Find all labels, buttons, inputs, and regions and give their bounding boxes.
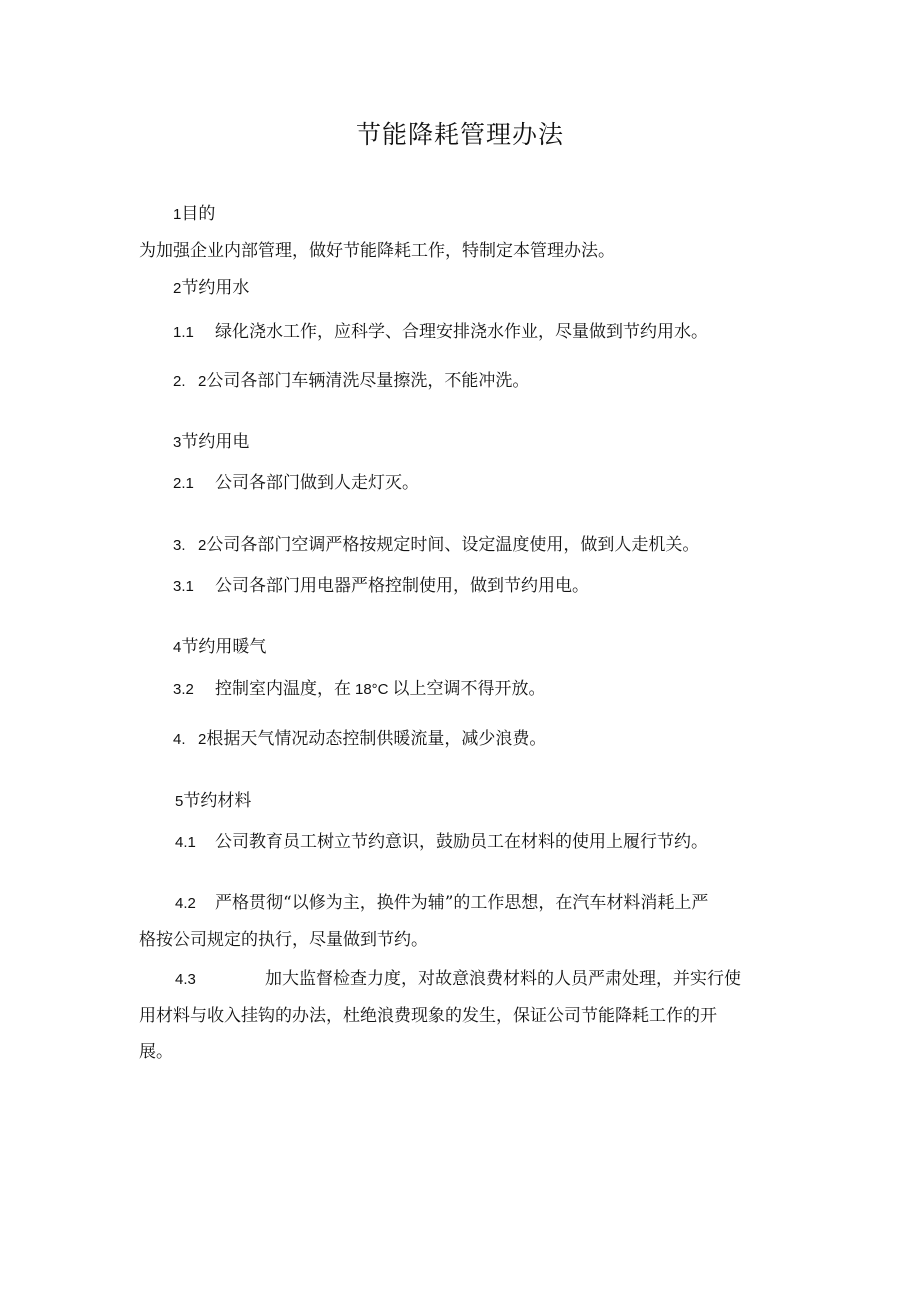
section-heading-text: 节约材料 — [183, 791, 252, 811]
temperature-value: 18°C — [355, 681, 389, 698]
clause-number: 1.1 — [173, 324, 194, 341]
clause-materials-2-line2: 格按公司规定的执行，尽量做到节约。 — [139, 930, 428, 950]
clause-number: 2. 2 — [173, 373, 207, 390]
clause-water-2 — [173, 370, 529, 393]
clause-number: 4. 2 — [173, 731, 207, 748]
clause-number: 3. 2 — [173, 537, 207, 554]
section-heading-text: 节约用水 — [181, 278, 250, 298]
clause-materials-3-line1 — [175, 968, 741, 991]
section-heading-water — [173, 277, 249, 300]
clause-electricity-3 — [173, 575, 589, 598]
clause-number: 3.2 — [173, 681, 194, 698]
clause-text: 公司各部门做到人走灯灭。 — [215, 473, 419, 493]
clause-text: 严格贯彻“以修为主，换件为辅”的工作思想，在汽车材料消耗上严 — [215, 893, 709, 913]
clause-text: 以上空调不得开放。 — [392, 679, 546, 699]
clause-water-1 — [173, 321, 708, 344]
clause-text: 公司教育员工树立节约意识，鼓励员工在材料的使用上履行节约。 — [215, 832, 708, 852]
clause-number: 4.3 — [175, 971, 196, 988]
section-number: 1 — [173, 206, 182, 223]
section-heading-electricity — [173, 431, 249, 454]
section-heading-text: 节约用暖气 — [181, 637, 267, 657]
section-heading-materials — [175, 790, 251, 813]
clause-number: 3.1 — [173, 578, 194, 595]
clause-text: 根据天气情况动态控制供暖流量，减少浪费。 — [206, 729, 547, 749]
clause-text: 加大监督检查力度，对故意浪费材料的人员严肃处理，并实行使 — [265, 969, 741, 989]
clause-electricity-1 — [173, 472, 419, 495]
clause-number: 2.1 — [173, 475, 194, 492]
section-heading-text: 节约用电 — [181, 432, 250, 452]
section-heading-purpose — [173, 203, 215, 226]
clause-electricity-2 — [173, 534, 699, 557]
clause-number: 4.2 — [175, 895, 196, 912]
section-number: 3 — [173, 434, 182, 451]
clause-text: 控制室内温度，在 — [215, 679, 351, 699]
clause-heating-1 — [173, 678, 546, 701]
section-number: 5 — [175, 793, 184, 810]
clause-text: 公司各部门车辆清洗尽量擦洗，不能冲洗。 — [206, 371, 530, 391]
document-title: 节能降耗管理办法 — [355, 120, 564, 149]
clause-heating-2 — [173, 728, 546, 751]
clause-text: 公司各部门用电器严格控制使用，做到节约用电。 — [215, 576, 589, 596]
section-number: 2 — [173, 280, 182, 297]
clause-number: 4.1 — [175, 834, 196, 851]
clause-materials-3-line2: 用材料与收入挂钩的办法，杜绝浪费现象的发生，保证公司节能降耗工作的开 — [139, 1006, 717, 1026]
clause-materials-3-line3: 展。 — [139, 1042, 173, 1062]
section-number: 4 — [173, 639, 182, 656]
clause-text: 绿化浇水工作，应科学、合理安排浇水作业，尽量做到节约用水。 — [215, 322, 708, 342]
clause-text: 公司各部门空调严格按规定时间、设定温度使用，做到人走机关。 — [206, 535, 700, 555]
clause-materials-2-line1 — [175, 892, 708, 915]
section-heading-heating — [173, 636, 266, 659]
purpose-paragraph: 为加强企业内部管理，做好节能降耗工作，特制定本管理办法。 — [139, 241, 615, 261]
clause-materials-1 — [175, 831, 708, 854]
section-heading-text: 目的 — [181, 204, 216, 224]
